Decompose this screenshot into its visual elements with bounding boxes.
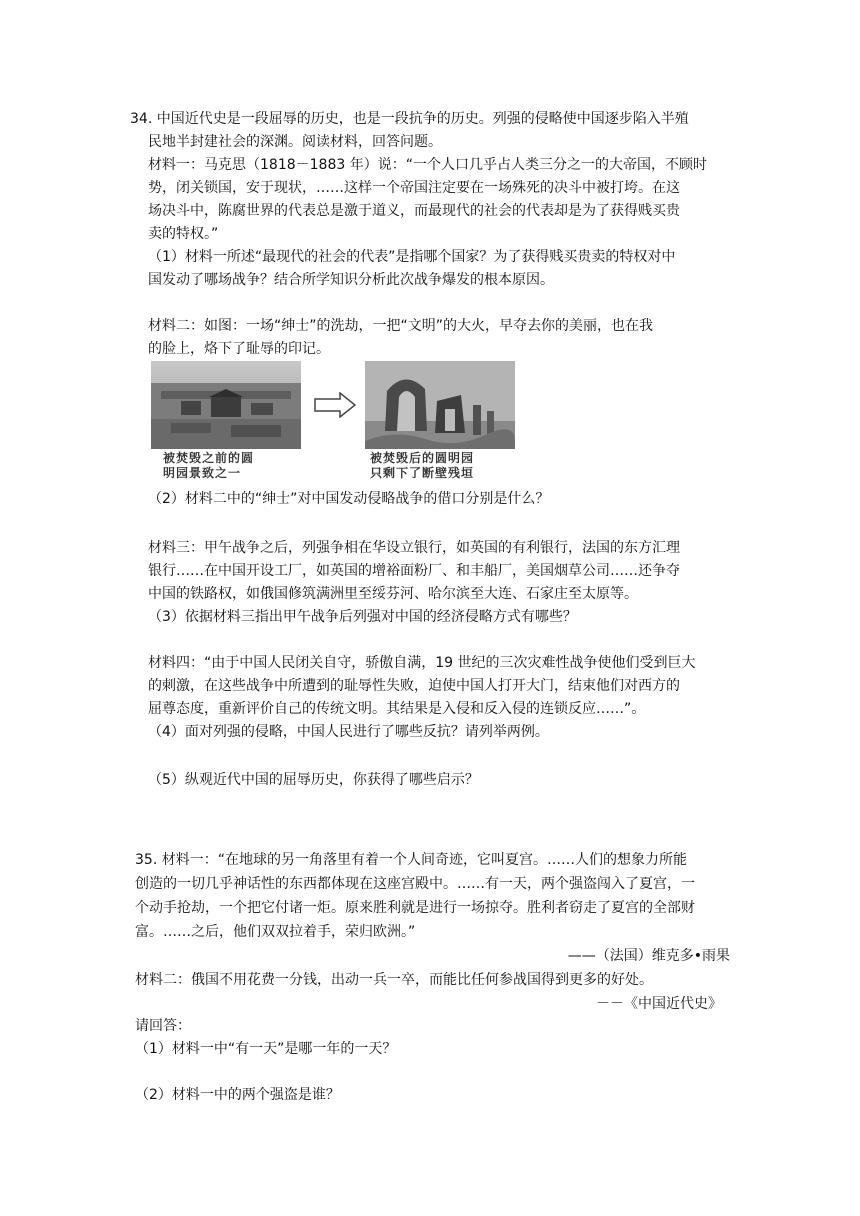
q34-material3-line: 材料三：甲午战争之后，列强争相在华设立银行，如英国的有利银行，法国的东方汇理 bbox=[148, 540, 680, 556]
q35-material1-line: 创造的一切几乎神话性的东西都体现在这座宫殿中。……有一天，两个强盗闯入了夏宫，一 bbox=[135, 876, 695, 892]
q34-material4-line: 的刺激，在这些战争中所遭到的耻辱性失败，迫使中国人打开大门，结束他们对西方的 bbox=[148, 678, 680, 694]
q34-material3-line: 中国的铁路权，如俄国修筑满洲里至绥芬河、哈尔滨至大连、石家庄至太原等。 bbox=[148, 586, 638, 602]
q34-question4: （4）面对列强的侵略，中国人民进行了哪些反抗？请列举两例。 bbox=[148, 724, 549, 740]
q35-material1-line: 个动手抢劫，一个把它付诸一炬。原来胜利就是进行一场掠夺。胜利者窃走了夏宫的全部财 bbox=[135, 900, 695, 916]
q34-question1-line: 国发动了哪场战争？结合所学知识分析此次战争爆发的根本原因。 bbox=[148, 272, 554, 288]
q34-question1-line: （1）材料一所述“最现代的社会的代表”是指哪个国家？为了获得贱买贵卖的特权对中 bbox=[148, 249, 676, 265]
q35-prompt: 请回答： bbox=[135, 1018, 191, 1034]
q34-material2-line: 材料二：如图：一场“绅士”的洗劫，一把“文明”的大火，早夺去你的美丽，也在我 bbox=[148, 318, 654, 334]
q34-material4-line: 材料四：“由于中国人民闭关自守，骄傲自满，19 世纪的三次灾难性战争使他们受到巨大 bbox=[148, 655, 696, 671]
q34-material1-line: 势，闭关锁国，安于现状，……这样一个帝国注定要在一场殊死的决斗中被打垮。在这 bbox=[148, 180, 680, 196]
q35-question1: （1）材料一中“有一天”是哪一年的一天？ bbox=[135, 1041, 397, 1057]
q35-material2-source: －－《中国近代史》 bbox=[596, 996, 722, 1012]
q34-material2-line: 的脸上，烙下了耻辱的印记。 bbox=[148, 341, 330, 357]
after-image-caption-1: 被焚毁后的圆明园 bbox=[370, 451, 475, 465]
before-image-caption-2: 明园景致之一 bbox=[163, 466, 242, 480]
q34-question5: （5）纵观近代中国的屈辱历史，你获得了哪些启示？ bbox=[148, 772, 479, 788]
q34-material1-line: 卖的特权。” bbox=[148, 226, 219, 242]
q35-question2: （2）材料一中的两个强盗是谁？ bbox=[135, 1087, 340, 1103]
before-image-caption-1: 被焚毁之前的圆 bbox=[163, 451, 255, 465]
after-image-caption-2: 只剩下了断壁残垣 bbox=[370, 466, 475, 480]
arrow-right-icon bbox=[314, 392, 356, 418]
q34-material1-line: 材料一：马克思（1818－1883 年）说：“一个人口几乎占人类三分之一的大帝国，不顾时 bbox=[148, 157, 707, 173]
q34-question2: （2）材料二中的“绅士”对中国发动侵略战争的借口分别是什么？ bbox=[148, 491, 550, 507]
q34-intro-line-2: 民地半封建社会的深渊。阅读材料，回答问题。 bbox=[148, 134, 442, 150]
q34-material1-line: 场决斗中，陈腐世界的代表总是激于道义，而最现代的社会的代表却是为了获得贱买贵 bbox=[148, 203, 680, 219]
q34-material3-line: 银行……在中国开设工厂，如英国的增裕面粉厂、和丰船厂，美国烟草公司……还争夺 bbox=[148, 563, 680, 579]
q34-intro-line-1: 34. 中国近代史是一段屈辱的历史，也是一段抗争的历史。列强的侵略使中国逐步陷入半殖 bbox=[130, 111, 689, 127]
q34-material4-line: 屈尊态度，重新评价自己的传统文明。其结果是入侵和反入侵的连锁反应……”。 bbox=[148, 701, 646, 717]
q35-material1-line: 富。……之后，他们双双拉着手，荣归欧洲。” bbox=[135, 924, 416, 940]
q35-material2: 材料二：俄国不用花费一分钱，出动一兵一卒，而能比任何参战国得到更多的好处。 bbox=[135, 972, 653, 988]
q35-material1-source: ——（法国）维克多•雨果 bbox=[567, 948, 730, 964]
q34-question3: （3）依据材料三指出甲午战争后列强对中国的经济侵略方式有哪些？ bbox=[148, 609, 577, 625]
q35-material1-line: 35. 材料一：“在地球的另一角落里有着一个人间奇迹，它叫夏宫。……人们的想象力所能 bbox=[135, 852, 687, 868]
yuanmingyuan-ruins-image bbox=[365, 361, 515, 449]
yuanmingyuan-before-image bbox=[151, 361, 301, 449]
